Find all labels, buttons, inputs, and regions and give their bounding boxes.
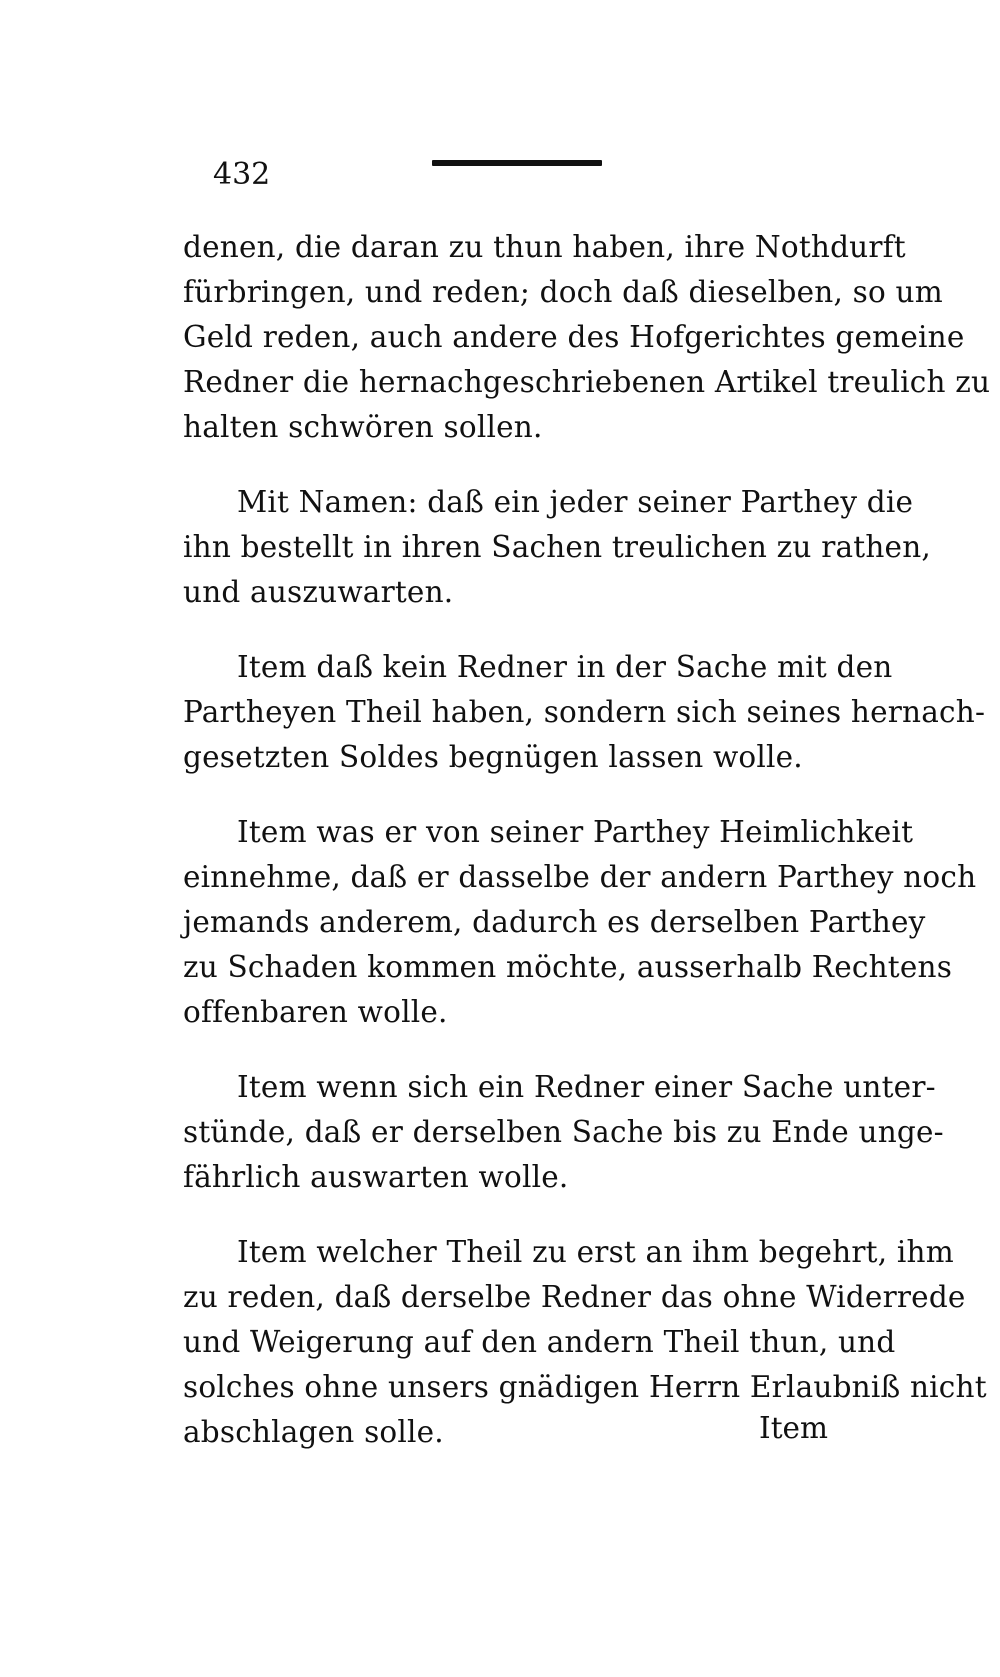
text-line: solches ohne unsers gnädigen Herrn Erlaubniß nicht <box>183 1370 987 1404</box>
text-line: einnehme, daß er dasselbe der andern Parthey noch <box>183 860 977 894</box>
paragraph-2 <box>183 480 931 615</box>
text-line: Item was er von seiner Parthey Heimlichkeit <box>237 815 914 849</box>
text-line: zu reden, daß derselbe Redner das ohne Widerrede <box>183 1280 966 1314</box>
text-line: fürbringen, und reden; doch daß dieselben, so um <box>183 275 943 309</box>
paragraph-6 <box>183 1230 987 1455</box>
text-line: Partheyen Theil haben, sondern sich seines hernach- <box>183 695 986 729</box>
paragraph-1 <box>183 225 991 450</box>
text-line: jemands anderem, dadurch es derselben Parthey <box>183 905 926 939</box>
paragraph-3 <box>183 645 986 780</box>
text-line: und auszuwarten. <box>183 575 454 609</box>
body-text <box>183 225 991 1455</box>
text-line: ihn bestellt in ihren Sachen treulichen zu rathen, <box>183 530 931 564</box>
catchword: Item <box>759 1411 828 1445</box>
text-line: abschlagen solle. <box>183 1415 444 1449</box>
text-line: Geld reden, auch andere des Hofgerichtes gemeine <box>183 320 965 354</box>
text-line: Mit Namen: daß ein jeder seiner Parthey die <box>237 485 914 519</box>
text-line: zu Schaden kommen möchte, ausserhalb Rechtens <box>183 950 953 984</box>
text-line: stünde, daß er derselben Sache bis zu Ende unge- <box>183 1115 944 1149</box>
paragraph-4 <box>183 810 977 1035</box>
text-line: Item welcher Theil zu erst an ihm begehrt, ihm <box>237 1235 954 1269</box>
text-line: und Weigerung auf den andern Theil thun, und <box>183 1325 896 1359</box>
page-number: 432 <box>213 157 271 192</box>
paragraph-5 <box>183 1065 944 1200</box>
text-line: offenbaren wolle. <box>183 995 448 1029</box>
text-line: denen, die daran zu thun haben, ihre Nothdurft <box>183 230 906 264</box>
text-line: gesetzten Soldes begnügen lassen wolle. <box>183 740 803 774</box>
text-line: Item daß kein Redner in der Sache mit den <box>237 650 893 684</box>
text-line: Redner die hernachgeschriebenen Artikel treulich zu <box>183 365 991 399</box>
header-rule <box>432 160 602 166</box>
text-line: halten schwören sollen. <box>183 410 543 444</box>
text-line: Item wenn sich ein Redner einer Sache unter- <box>237 1070 936 1104</box>
text-line: fährlich auswarten wolle. <box>183 1160 569 1194</box>
